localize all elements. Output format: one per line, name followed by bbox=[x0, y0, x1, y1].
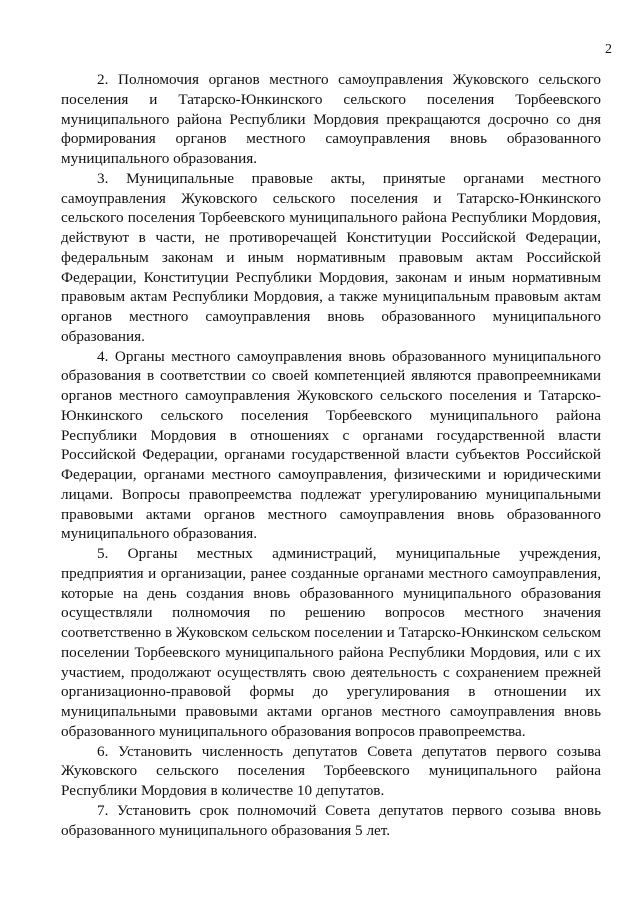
paragraph-7-term-of-office: 7. Установить срок полномочий Совета депутатов первого созыва вновь образованного муниципального образования 5 лет. bbox=[61, 801, 601, 839]
document-body bbox=[61, 70, 601, 840]
paragraph-4-legal-succession: 4. Органы местного самоуправления вновь образованного муниципального образования в соответствии со своей компетенцией являются правопреемниками органов местного самоуправления Жуковского сельского поселения и Татарско-Юнкинского сельского поселения Торбеевского муниципального района Республики Мордовия в отношениях с органами государственной власти Российской Федерации, органами государственной власти субъектов Российской Федерации, органами местного самоуправления, физическими и юридическими лицами. Вопросы правопреемства подлежат урегулированию муниципальными правовыми актами органов местного самоуправления вновь образованного муниципального образования. bbox=[61, 347, 601, 543]
paragraph-6-deputies-count: 6. Установить численность депутатов Совета депутатов первого созыва Жуковского сельского поселения Торбеевского муниципального района Республики Мордовия в количестве 10 депутатов. bbox=[61, 742, 601, 799]
paragraph-3-legal-acts: 3. Муниципальные правовые акты, принятые органами местного самоуправления Жуковского сельского поселения и Татарско-Юнкинского сельского поселения Торбеевского муниципального района Республики Мордовия, действуют в части, не противоречащей Конституции Российской Федерации, федеральным законам и иным нормативным правовым актам Российской Федерации, Конституции Республики Мордовия, законам и иным нормативным правовым актам Республики Мордовия, а также муниципальным правовым актам органов местного самоуправления вновь образованного муниципального образования. bbox=[61, 169, 601, 345]
page-number: 2 bbox=[605, 42, 612, 57]
paragraph-5-administrations: 5. Органы местных администраций, муниципальные учреждения, предприятия и организации, ранее созданные органами местного самоуправления, которые на день создания вновь образованного муниципального образования осуществляли полномочия по решению вопросов местного значения соответственно в Жуковском сельском поселении и Татарско-Юнкинском сельском поселении Торбеевского муниципального района Республики Мордовия, или с их участием, продолжают осуществлять свою деятельность с сохранением прежней организационно-правовой формы до урегулирования в отношении их муниципальными правовыми актами органов местного самоуправления вновь образованного муниципального образования вопросов правопреемства. bbox=[61, 545, 601, 740]
paragraph-2-powers-termination: 2. Полномочия органов местного самоуправления Жуковского сельского поселения и Татарско-Юнкинского сельского поселения Торбеевского муниципального района Республики Мордовия прекращаются досрочно со дня формирования органов местного самоуправления вновь образованного муниципального образования. bbox=[61, 71, 601, 167]
